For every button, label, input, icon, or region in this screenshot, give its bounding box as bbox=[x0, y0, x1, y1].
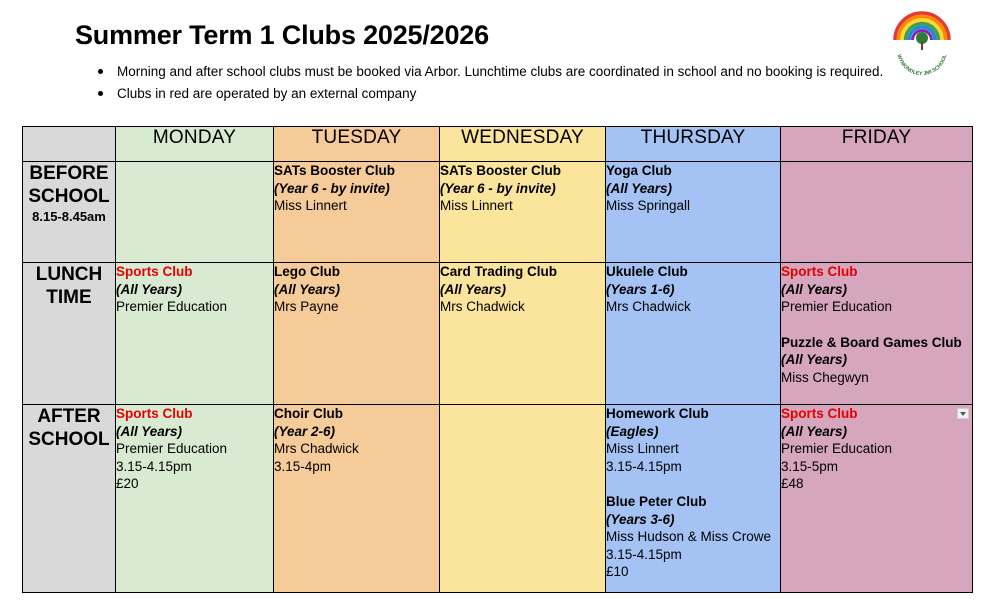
header-thursday: THURSDAY bbox=[606, 127, 781, 162]
cell-before-tuesday bbox=[274, 162, 440, 263]
cell-after-friday bbox=[781, 405, 973, 593]
cell-before-wednesday bbox=[440, 162, 606, 263]
club-staff: Mrs Chadwick bbox=[440, 299, 525, 314]
club-name: SATs Booster Club bbox=[274, 163, 396, 178]
club-name: Lego Club bbox=[274, 264, 340, 279]
club-price: £48 bbox=[781, 476, 804, 491]
cell-lunch-wednesday bbox=[440, 263, 606, 405]
club-time: 3.15-4pm bbox=[274, 458, 332, 474]
cell-after-wednesday bbox=[440, 405, 606, 593]
club-staff: Mrs Chadwick bbox=[606, 299, 691, 314]
club-name: Sports Club bbox=[781, 406, 858, 421]
clubs-timetable bbox=[22, 126, 973, 593]
club-years: (Years 3-6) bbox=[606, 511, 675, 527]
club-years: (Year 6 - by invite) bbox=[440, 180, 556, 196]
club-years: (All Years) bbox=[781, 352, 848, 367]
club-time: 3.15-4.15pm bbox=[606, 458, 682, 474]
club-staff: Premier Education bbox=[116, 299, 228, 314]
club-staff: Mrs Chadwick bbox=[274, 441, 359, 456]
club-staff: Premier Education bbox=[781, 441, 893, 456]
cell-before-thursday bbox=[606, 162, 781, 263]
notes-list bbox=[95, 63, 883, 107]
note-external: Clubs in red are operated by an external company bbox=[95, 85, 883, 107]
club-years: (All Years) bbox=[116, 423, 183, 439]
club-name: Yoga Club bbox=[606, 163, 672, 178]
club-name: Homework Club bbox=[606, 406, 709, 421]
cell-lunch-tuesday bbox=[274, 263, 440, 405]
svg-text:WYMONDLEY JMI SCHOOL bbox=[895, 53, 948, 77]
row-header-after-school: AFTER SCHOOL bbox=[23, 405, 116, 593]
cell-after-tuesday bbox=[274, 405, 440, 593]
club-name: Choir Club bbox=[274, 406, 343, 421]
club-time: 3.15-5pm bbox=[781, 458, 839, 474]
club-name: Sports Club bbox=[116, 264, 193, 279]
cell-before-monday bbox=[116, 162, 274, 263]
club-staff: Miss Chegwyn bbox=[781, 369, 869, 385]
club-time: 3.15-4.15pm bbox=[116, 458, 192, 474]
cell-after-monday bbox=[116, 405, 274, 593]
club-years: (All Years) bbox=[116, 281, 183, 297]
club-years: (All Years) bbox=[781, 423, 848, 439]
table-corner bbox=[23, 127, 116, 162]
cell-before-friday bbox=[781, 162, 973, 263]
club-staff: Premier Education bbox=[116, 441, 228, 456]
club-years: (Year 6 - by invite) bbox=[274, 180, 390, 196]
club-staff: Miss Hudson & Miss Crowe bbox=[606, 529, 772, 544]
header-wednesday: WEDNESDAY bbox=[440, 127, 606, 162]
club-staff: Miss Linnert bbox=[274, 198, 347, 213]
header-friday: FRIDAY bbox=[781, 127, 973, 162]
club-years: (Year 2-6) bbox=[274, 423, 336, 439]
cell-lunch-friday bbox=[781, 263, 973, 405]
club-name: Puzzle & Board Games Club bbox=[781, 334, 962, 350]
club-price: £20 bbox=[116, 476, 139, 491]
club-years: (All Years) bbox=[440, 281, 507, 297]
club-years: (All Years) bbox=[781, 281, 848, 297]
cell-dropdown-chevron-down-icon[interactable] bbox=[957, 408, 969, 419]
club-years: (Eagles) bbox=[606, 423, 659, 439]
club-time: 3.15-4.15pm bbox=[606, 546, 682, 562]
logo-text: WYMONDLEY JMI SCHOOL bbox=[895, 53, 949, 78]
rainbow-tree-logo bbox=[887, 10, 957, 80]
club-name: Blue Peter Club bbox=[606, 494, 707, 509]
club-staff: Miss Linnert bbox=[440, 198, 513, 213]
club-name: Ukulele Club bbox=[606, 264, 688, 279]
before-school-time: 8.15-8.45am bbox=[32, 209, 106, 224]
row-header-before-school: BEFORE SCHOOL 8.15-8.45am bbox=[23, 162, 116, 263]
header-tuesday: TUESDAY bbox=[274, 127, 440, 162]
cell-after-thursday bbox=[606, 405, 781, 593]
club-years: (All Years) bbox=[606, 180, 673, 196]
club-staff: Miss Linnert bbox=[606, 441, 679, 456]
club-name: Sports Club bbox=[781, 264, 858, 279]
cell-lunch-monday bbox=[116, 263, 274, 405]
club-price: £10 bbox=[606, 564, 629, 579]
club-name: SATs Booster Club bbox=[440, 163, 562, 178]
club-name: Sports Club bbox=[116, 406, 193, 421]
header-monday: MONDAY bbox=[116, 127, 274, 162]
club-staff: Miss Springall bbox=[606, 198, 691, 213]
cell-lunch-thursday bbox=[606, 263, 781, 405]
page-title: Summer Term 1 Clubs 2025/2026 bbox=[75, 20, 489, 50]
row-header-lunch-time: LUNCH TIME bbox=[23, 263, 116, 405]
club-staff: Premier Education bbox=[781, 299, 893, 314]
club-staff: Mrs Payne bbox=[274, 299, 339, 314]
club-years: (All Years) bbox=[274, 281, 341, 297]
club-years: (Years 1-6) bbox=[606, 281, 675, 297]
note-booking: Morning and after school clubs must be booked via Arbor. Lunchtime clubs are coordinated in school and no booking is required. bbox=[95, 63, 883, 85]
club-name: Card Trading Club bbox=[440, 264, 558, 279]
